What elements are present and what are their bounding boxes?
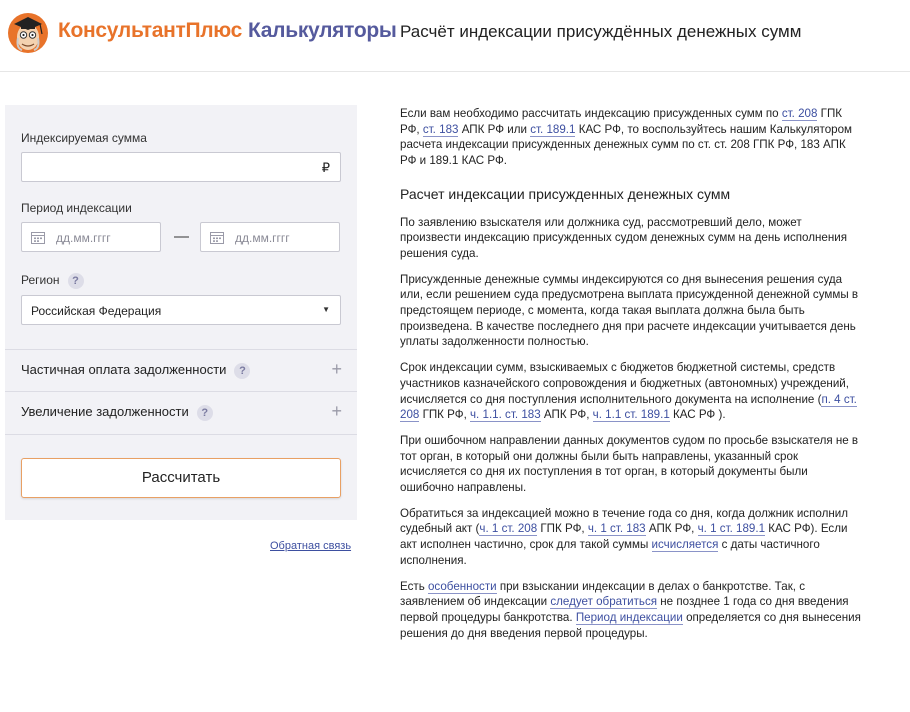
period-label: Период индексации: [21, 201, 132, 215]
article: [400, 106, 862, 651]
law-link[interactable]: ст. 208: [781, 107, 818, 120]
ruble-sign: ₽: [321, 160, 330, 175]
paragraph: [400, 360, 862, 423]
calendar-icon[interactable]: [31, 231, 45, 244]
debt-increase-help-icon[interactable]: ?: [197, 405, 213, 421]
calendar-icon[interactable]: [210, 231, 224, 244]
date-from-input[interactable]: [21, 222, 161, 252]
feedback-link[interactable]: Обратная связь: [270, 540, 352, 552]
text: КАС РФ). Если акт исполнен частично, срок для такой суммы: [400, 522, 848, 552]
amount-input[interactable]: [21, 152, 341, 182]
law-link[interactable]: ч. 1 ст. 208: [479, 522, 538, 536]
text: Если вам необходимо рассчитать индексацию присужденных сумм по: [400, 107, 782, 120]
article-link[interactable]: следует обратиться: [550, 595, 658, 609]
text: с даты частичного исполнения.: [400, 538, 820, 567]
debt-increase-row[interactable]: [21, 404, 213, 421]
text: КАС РФ, то воспользуйтесь нашим Калькулятором расчета индексации присужденных денежных сумм по ст. ст. 208 ГПК РФ, 183 АПК РФ и 189.1 КАС РФ.: [400, 122, 853, 168]
text: КАС РФ ).: [669, 408, 726, 422]
paragraph: [400, 579, 862, 642]
period-separator: —: [174, 228, 189, 245]
text: АПК РФ,: [540, 408, 593, 422]
debt-increase-label: Увеличение задолженности: [21, 404, 189, 419]
debt-increase-plus-icon[interactable]: +: [331, 401, 342, 421]
brand-calculators: Калькуляторы: [248, 19, 397, 42]
partial-payment-help-icon[interactable]: ?: [234, 363, 250, 379]
law-link[interactable]: ч. 1 ст. 189.1: [697, 522, 766, 536]
partial-payment-row[interactable]: [21, 362, 250, 379]
brand-consultant: КонсультантПлюс: [58, 19, 243, 42]
article-link[interactable]: Период индексации: [575, 610, 683, 624]
law-link[interactable]: п. 4 ст. 208: [400, 392, 857, 422]
calculate-button[interactable]: Рассчитать: [21, 458, 341, 498]
text: при взыскании индексации в делах о банкротстве. Так, с заявлением об индексации: [400, 579, 806, 609]
section-heading: Расчет индексации присужденных денежных сумм: [400, 185, 731, 202]
calculator-form: [5, 105, 357, 520]
header: [0, 0, 910, 72]
text: ГПК РФ,: [537, 522, 588, 536]
region-value: Российская Федерация: [31, 304, 162, 318]
text: АПК РФ или: [458, 122, 531, 136]
paragraph: По заявлению взыскателя или должника суд, рассмотревший дело, может произвести индексацию присужденных судом денежных сумм на день исполнения решения суда.: [400, 215, 848, 260]
date-to-input[interactable]: [200, 222, 340, 252]
text: ГПК РФ,: [400, 107, 843, 136]
date-from-placeholder: дд.мм.гггг: [56, 231, 111, 245]
text: Обратиться за индексацией можно в течение года со дня, когда должник исполнил судебный акт (: [400, 506, 848, 536]
region-label: [21, 273, 84, 289]
region-label-text: Регион: [21, 273, 60, 288]
article-link[interactable]: особенности: [427, 579, 497, 593]
law-link[interactable]: ч. 1.1 ст. 189.1: [592, 408, 670, 422]
amount-label: Индексируемая сумма: [21, 131, 147, 145]
region-select[interactable]: [21, 295, 341, 325]
text: не позднее 1 года со дня введения первой процедуры банкротства.: [400, 595, 849, 624]
text: ГПК РФ,: [419, 408, 471, 422]
paragraph: Присужденные денежные суммы индексируются со дня вынесения решения суда или, если решением суда предусмотрена выплата присужденной денежной суммы в предстоящем периоде, с момента, когда такая выплата должна была быть произведена. В качестве последнего дня при расчете индексации учитывается день уплаты задолженности полностью.: [400, 272, 859, 349]
divider: [5, 391, 357, 392]
page-title: Расчёт индексации присуждённых денежных сумм: [400, 22, 802, 41]
law-link[interactable]: ч. 1 ст. 183: [587, 522, 646, 536]
divider: [5, 434, 357, 435]
text: АПК РФ,: [645, 522, 698, 536]
brand-logo[interactable]: [58, 19, 397, 43]
law-link[interactable]: ч. 1.1. ст. 183: [470, 408, 541, 422]
law-link[interactable]: ст. 189.1: [530, 122, 576, 136]
law-link[interactable]: исчисляется: [651, 538, 719, 552]
region-help-icon[interactable]: ?: [68, 273, 84, 289]
law-link[interactable]: ст. 183: [422, 122, 459, 136]
paragraph: [400, 506, 862, 569]
professor-mascot-icon[interactable]: [6, 10, 50, 54]
partial-payment-plus-icon[interactable]: +: [331, 359, 342, 379]
partial-payment-label: Частичная оплата задолженности: [21, 362, 227, 377]
text: определяется со дня вынесения решения до дня введения первой процедуры.: [400, 610, 861, 640]
text: Есть: [400, 579, 428, 593]
dropdown-caret-icon: ▼: [322, 305, 330, 314]
paragraph: При ошибочном направлении данных документов судом по просьбе взыскателя не в тот орган, в который они должны были быть направлены, указанный срок исчисляется со дня их поступления в тот орган, в который документы были ошибочно направлены.: [400, 433, 859, 495]
date-to-placeholder: дд.мм.гггг: [235, 231, 290, 245]
divider: [5, 349, 357, 350]
text: Срок индексации сумм, взыскиваемых с бюджетов бюджетной системы, средств участников казначейского сопровождения и бюджетных (автономных) учреждений, исчисляется со дня поступления исполнительного документа на исполнение (: [400, 361, 850, 406]
intro-paragraph: [400, 106, 862, 169]
